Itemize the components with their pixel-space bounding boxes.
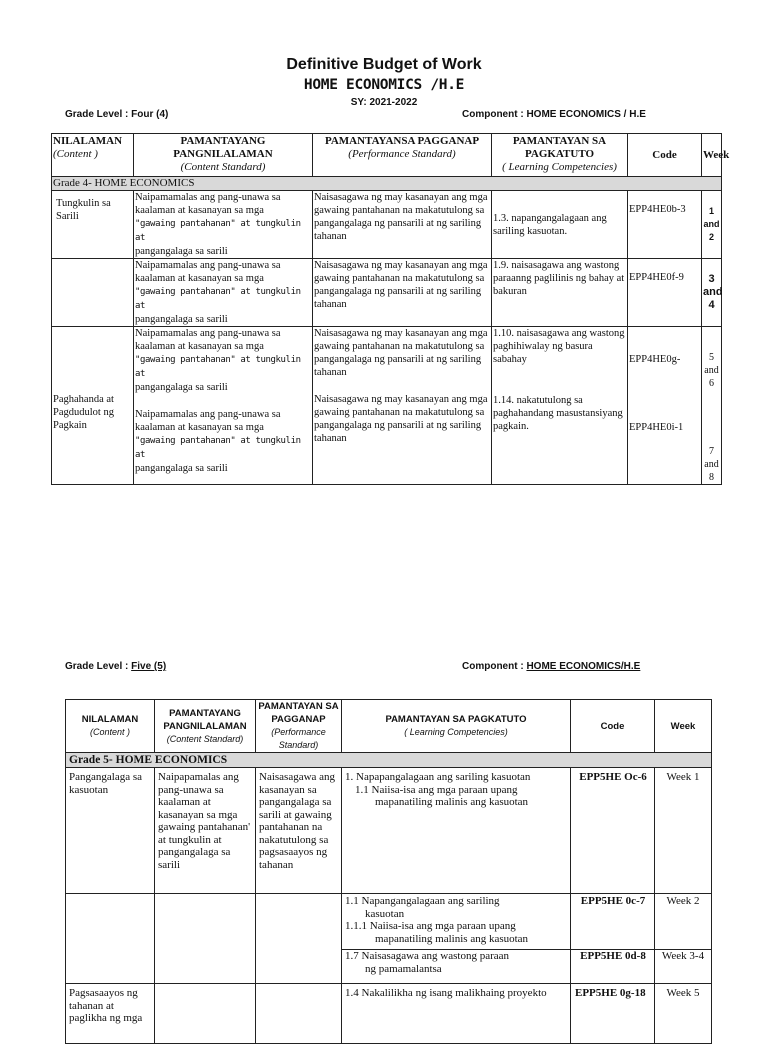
- header-competency-label: PAMANTAYAN SA PAGKATUTO: [385, 714, 527, 725]
- header-content-label: NILALAMAN: [81, 714, 139, 725]
- week-cell: 3 and 4: [702, 259, 722, 327]
- content-cell: Pangangalaga sa kasuotan: [66, 768, 155, 894]
- component-value: HOME ECONOMICS/H.E: [526, 661, 641, 672]
- code-cell: EPP4HE0f-9: [628, 259, 702, 327]
- competency-text: 1.10. naisasagawa ang wastong paghihiwalay ng basura sabahay: [493, 328, 625, 365]
- table-row: [52, 259, 722, 327]
- budget-table-grade-4: [51, 133, 730, 485]
- competency-text: 1.1 Napangangalagaan ang sariling: [345, 895, 500, 907]
- grade-level-label: Grade Level :: [65, 109, 129, 120]
- code-text: EPP4HE0g-: [629, 354, 681, 365]
- code-text: EPP4HE0i-1: [629, 422, 684, 433]
- content-cell: [66, 894, 155, 984]
- grade-row: [66, 753, 712, 768]
- competency-text: 1.1.1 Naiisa-isa ang mga paraan upang: [345, 920, 516, 932]
- code-cell: EPP5HE Oc-6: [571, 768, 655, 894]
- standard-text-end: pangangalaga sa sarili: [135, 382, 228, 393]
- document-title: Definitive Budget of Work: [286, 56, 482, 73]
- standard-text-end: pangangalaga sa sarili: [135, 246, 228, 257]
- header-learning-competencies: [492, 134, 628, 177]
- competency-cell: 1.3. napangangalagaan ang sariling kasuotan.: [492, 191, 628, 259]
- competency-cell: [342, 768, 571, 894]
- week-cell: 1 and 2: [702, 191, 722, 259]
- header-standard-label: PAMANTAYANG PANGNILALAMAN: [163, 707, 247, 732]
- week-cell: Week 3-4: [655, 950, 712, 984]
- header-performance-label: PAMANTAYAN SA PAGGANAP: [258, 701, 339, 725]
- standard-text: Naipamamalas ang pang-unawa sa kaalaman at kasanayan sa mga: [135, 328, 281, 352]
- grade-level-value: Five (5): [131, 661, 167, 672]
- competency-text: 1.7 Naisasagawa ang wastong paraan: [345, 950, 510, 962]
- competency-text: mapanatiling malinis ang kasuotan: [375, 932, 529, 945]
- standard-cell: [155, 894, 256, 984]
- component-value: HOME ECONOMICS / H.E: [526, 109, 646, 120]
- competency-text: 1. Napapangalagaan ang sariling kasuotan: [345, 771, 531, 783]
- header-week: Week: [702, 134, 722, 177]
- performance-cell: [313, 327, 492, 485]
- competency-text: kasuotan: [365, 907, 405, 920]
- header-standard-sub: (Content Standard): [180, 161, 266, 173]
- content-cell: Tungkulin sa Sarili: [52, 191, 134, 259]
- component-2: [462, 661, 640, 672]
- standard-cell: [155, 984, 256, 1044]
- competency-cell: [342, 894, 571, 950]
- week-text: 7 and 8: [704, 446, 719, 483]
- header-content-label: NILALAMAN: [53, 135, 123, 147]
- competency-cell: [342, 950, 571, 984]
- grade-row: [52, 177, 722, 191]
- code-cell: EPP5HE 0c-7: [571, 894, 655, 950]
- performance-text: Naisasagawa ng may kasanayan ang mga gawaing pantahanan na makatutulong sa pangangalaga ng pansarili at ng sariling tahanan: [314, 328, 488, 378]
- header-competency-label: PAMANTAYAN SA PAGKATUTO: [512, 135, 607, 160]
- header-performance-standard: [256, 700, 342, 753]
- component-label: Component :: [462, 661, 524, 672]
- standard-text: Naipamamalas ang pang-unawa sa kaalaman at kasanayan sa mga: [135, 409, 281, 433]
- standard-text: Naipamamalas ang pang-unawa sa kaalaman at kasanayan sa mga: [135, 192, 281, 216]
- grade-5-label: Grade 5- HOME ECONOMICS: [66, 753, 712, 768]
- standard-text-end: pangangalaga sa sarili: [135, 314, 228, 325]
- week-cell: Week 2: [655, 894, 712, 950]
- header-performance-sub: (Performance Standard): [348, 148, 456, 160]
- standard-text: Naipamamalas ang pang-unawa sa kaalaman at kasanayan sa mga: [135, 260, 281, 284]
- standard-text-quoted: "gawaing pantahanan" at tungkulin at: [135, 219, 301, 243]
- content-text: Paghahanda at Pagdudulot ng Pagkain: [53, 394, 114, 431]
- competency-cell: 1.4 Nakalilikha ng isang malikhaing proyekto: [342, 984, 571, 1044]
- header-standard-label: PAMANTAYANG PANGNILALAMAN: [173, 135, 273, 160]
- code-cell: EPP5HE 0g-18: [571, 984, 655, 1044]
- header-competency-sub: ( Learning Competencies): [502, 161, 617, 173]
- header-code: Code: [571, 700, 655, 753]
- header-content-standard: [155, 700, 256, 753]
- performance-cell: [256, 894, 342, 984]
- standard-cell: [134, 327, 313, 485]
- performance-cell: Naisasagawa ng may kasanayan ang mga gawaing pantahanan na makatutulong sa pangangalaga ng pansarili at ng sariling tahanan: [313, 191, 492, 259]
- header-week: Week: [655, 700, 712, 753]
- grade-level-label: Grade Level :: [65, 661, 129, 672]
- grade-level-2: [65, 661, 166, 672]
- content-cell: Pagsasaayos ng tahanan at paglikha ng mga: [66, 984, 155, 1044]
- header-content-sub: (Content ): [89, 727, 131, 737]
- header-performance-sub: (Performance Standard): [271, 727, 326, 750]
- header-performance-standard: [313, 134, 492, 177]
- standard-text-quoted: "gawaing pantahanan" at tungkulin at: [135, 436, 301, 460]
- standard-text-end: pangangalaga sa sarili: [135, 463, 228, 474]
- header-learning-competencies: [342, 700, 571, 753]
- table-row: [66, 768, 712, 894]
- table-row: [52, 191, 722, 259]
- header-code: Code: [628, 134, 702, 177]
- standard-cell: [134, 259, 313, 327]
- budget-table-grade-5: [65, 699, 712, 1044]
- code-cell: EPP5HE 0d-8: [571, 950, 655, 984]
- performance-cell: Naisasagawa ng may kasanayan ang mga gawaing pantahanan na makatutulong sa pangangalaga ng pansarili at ng sariling tahanan: [313, 259, 492, 327]
- grade-4-label: Grade 4- HOME ECONOMICS: [52, 177, 722, 191]
- standard-cell: [134, 191, 313, 259]
- table-row: [52, 327, 722, 485]
- header-standard-sub: (Content Standard): [166, 733, 244, 744]
- document-subtitle: HOME ECONOMICS /H.E: [303, 77, 465, 93]
- component-label: Component :: [462, 109, 524, 120]
- grade-level-1: [65, 109, 168, 120]
- header-performance-label: PAMANTAYANSA PAGGANAP: [324, 135, 480, 147]
- competency-text: 1.14. nakatutulong sa paghahandang masustansiyang pagkain.: [493, 395, 623, 432]
- header-content-sub: (Content ): [53, 148, 98, 160]
- competency-text: mapanatiling malinis ang kasuotan: [375, 796, 529, 808]
- table-header-row: [66, 700, 712, 753]
- competency-text: 1.1 Naiisa-isa ang mga paraan upang: [355, 783, 518, 796]
- code-cell: [628, 327, 702, 485]
- header-content: [52, 134, 134, 177]
- table-row: [66, 894, 712, 950]
- header-content-standard: [134, 134, 313, 177]
- content-cell: [52, 259, 134, 327]
- table-header-row: [52, 134, 722, 177]
- standard-text-quoted: "gawaing pantahanan" at tungkulin at: [135, 287, 301, 311]
- standard-cell: Naipapamalas ang pang-unawa sa kaalaman at kasanayan sa mga gawaing pantahanan' at tungkulin at pangangalaga sa sarili: [155, 768, 256, 894]
- week-text: 5 and 6: [704, 352, 719, 389]
- competency-cell: [492, 327, 628, 485]
- competency-text: ng pamamalantsa: [365, 962, 442, 975]
- standard-text-quoted: "gawaing pantahanan" at tungkulin at: [135, 355, 301, 379]
- school-year: SY: 2021-2022: [350, 97, 418, 108]
- table-row: [66, 984, 712, 1044]
- week-cell: Week 5: [655, 984, 712, 1044]
- header-competency-sub: ( Learning Competencies): [404, 727, 508, 737]
- week-cell: Week 1: [655, 768, 712, 894]
- code-cell: EPP4HE0b-3: [628, 191, 702, 259]
- performance-cell: Naisasagawa ang kasanayan sa pangangalaga sa sarili at gawaing pantahanan na nakatutulong sa pagsasaayos ng tahanan: [256, 768, 342, 894]
- content-cell: [52, 327, 134, 485]
- week-cell: [702, 327, 722, 485]
- competency-cell: 1.9. naisasagawa ang wastong paraanng paglilinis ng bahay at bakuran: [492, 259, 628, 327]
- grade-level-value: Four (4): [131, 109, 169, 120]
- performance-cell: [256, 984, 342, 1044]
- header-content: [66, 700, 155, 753]
- performance-text: Naisasagawa ng may kasanayan ang mga gawaing pantahanan na makatutulong sa pangangalaga ng pansarili at ng sariling tahanan: [314, 394, 488, 444]
- component-1: [462, 109, 646, 120]
